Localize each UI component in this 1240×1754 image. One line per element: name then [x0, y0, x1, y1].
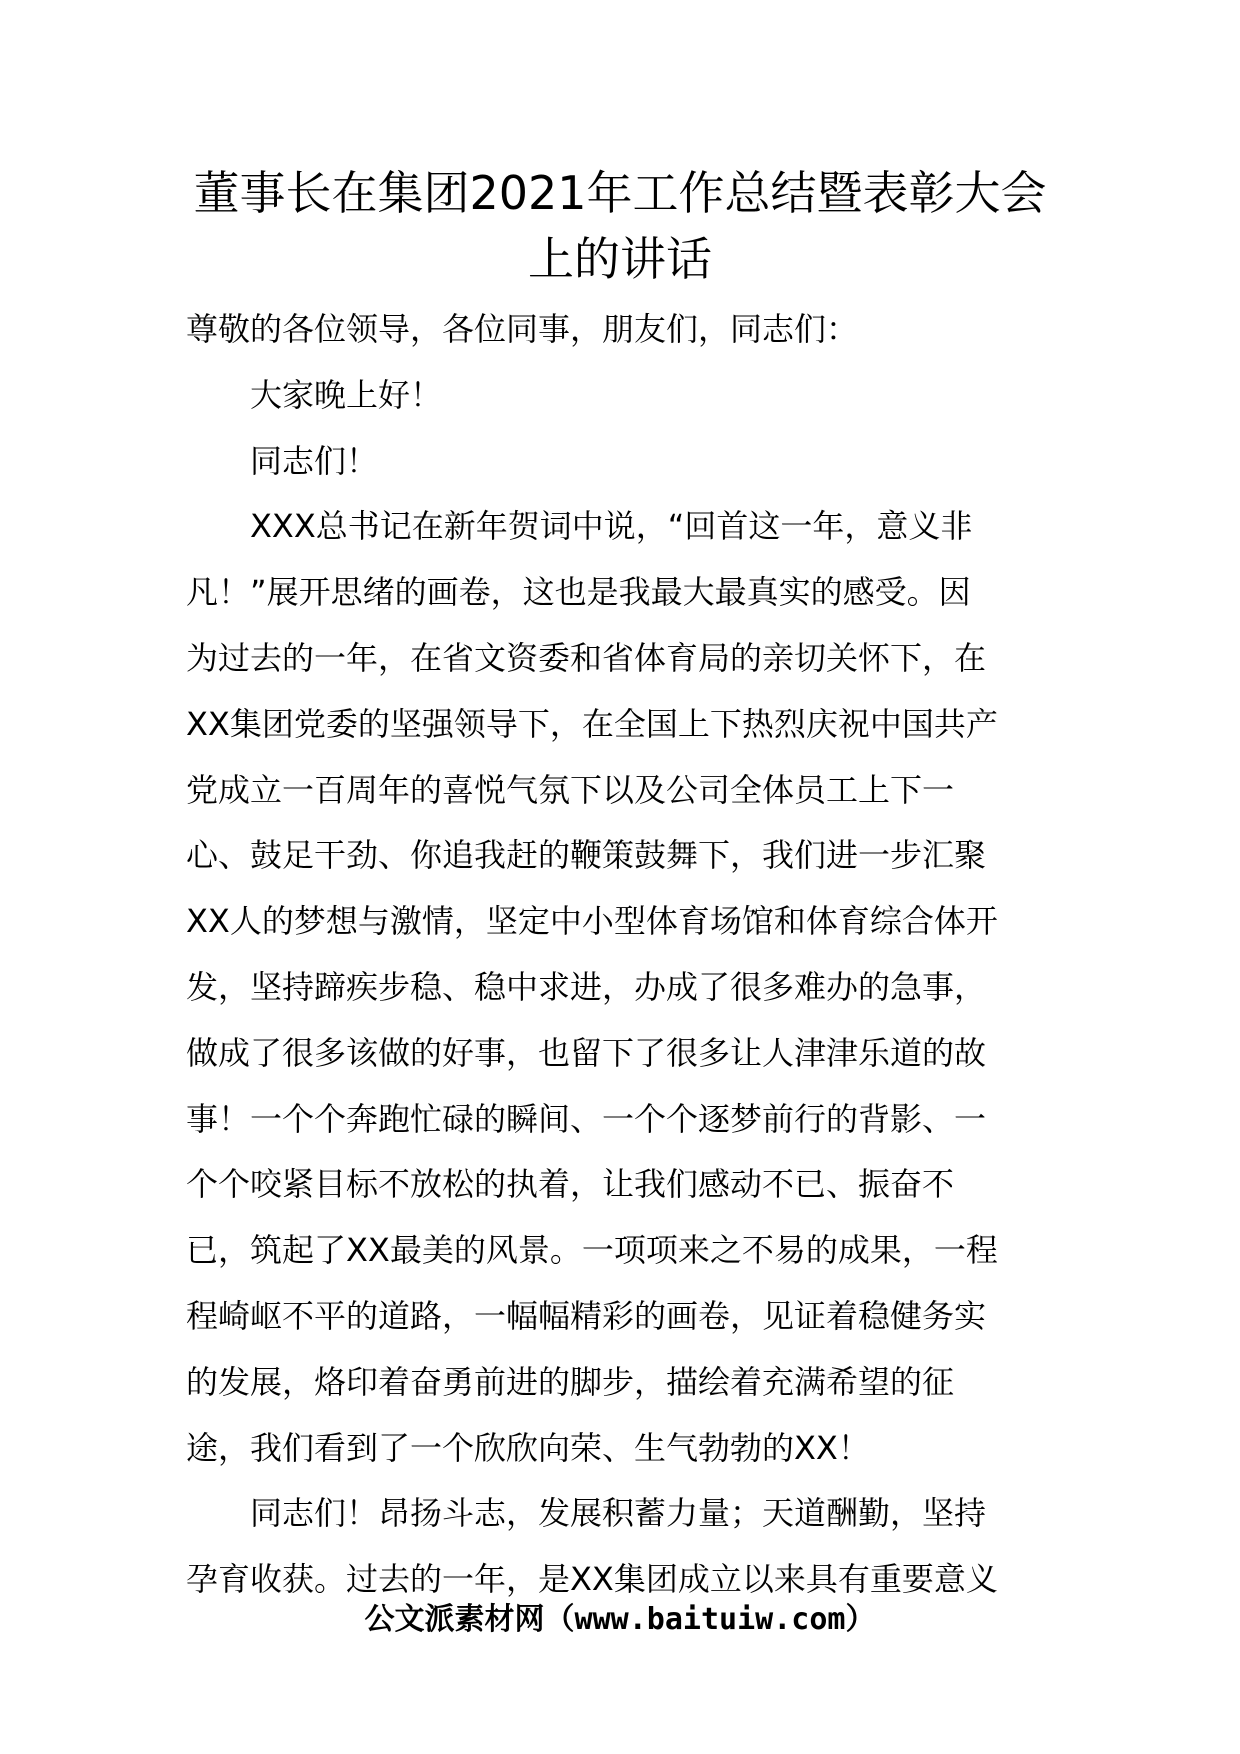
body-line: XXX总书记在新年贺词中说，“回首这一年，意义非	[250, 507, 973, 546]
body-line: 做成了很多该做的好事，也留下了很多让人津津乐道的故	[186, 1033, 987, 1072]
body-line: 的发展，烙印着奋勇前进的脚步，描绘着充满希望的征	[186, 1362, 955, 1401]
footer-watermark	[0, 1598, 1240, 1642]
body-line: 同志们！	[250, 441, 379, 480]
body-line: 发，坚持蹄疾步稳、稳中求进，办成了很多难办的急事，	[186, 967, 987, 1006]
title-line-1: 董事长在集团2021年工作总结暨表彰大会	[193, 166, 1047, 220]
body-line: 大家晚上好！	[250, 375, 443, 414]
body-line: 已，筑起了XX最美的风景。一项项来之不易的成果，一程	[186, 1231, 998, 1270]
body-line: 凡！”展开思绪的画卷，这也是我最大最真实的感受。因	[186, 573, 971, 612]
footer-url: （www.baituiw.com）	[544, 1602, 876, 1637]
body-line: XX集团党委的坚强领导下，在全国上下热烈庆祝中国共产	[186, 704, 998, 743]
body-line: 尊敬的各位领导，各位同事，朋友们，同志们：	[186, 310, 859, 348]
document-body	[186, 297, 1056, 1613]
body-line: 同志们！昂扬斗志，发展积蓄力量；天道酬勤，坚持	[250, 1494, 987, 1533]
body-line: 个个咬紧目标不放松的执着，让我们感动不已、振奋不	[186, 1165, 955, 1204]
body-line: 为过去的一年，在省文资委和省体育局的亲切关怀下，在	[186, 638, 987, 677]
body-line: XX人的梦想与激情，坚定中小型体育场馆和体育综合体开	[186, 902, 998, 941]
footer-site-name: 公文派素材网	[364, 1602, 545, 1637]
document-title	[150, 160, 1090, 292]
body-line: 心、鼓足干劲、你追我赶的鞭策鼓舞下，我们进一步汇聚	[186, 836, 987, 875]
body-line: 途，我们看到了一个欣欣向荣、生气勃勃的XX！	[186, 1428, 870, 1467]
body-line: 事！一个个奔跑忙碌的瞬间、一个个逐梦前行的背影、一	[186, 1099, 987, 1138]
title-line-2: 上的讲话	[528, 232, 712, 286]
body-line: 程崎岖不平的道路，一幅幅精彩的画卷，见证着稳健务实	[186, 1296, 987, 1335]
body-line: 党成立一百周年的喜悦气氛下以及公司全体员工上下一	[186, 770, 955, 809]
body-line: 孕育收获。过去的一年，是XX集团成立以来具有重要意义	[186, 1560, 998, 1599]
